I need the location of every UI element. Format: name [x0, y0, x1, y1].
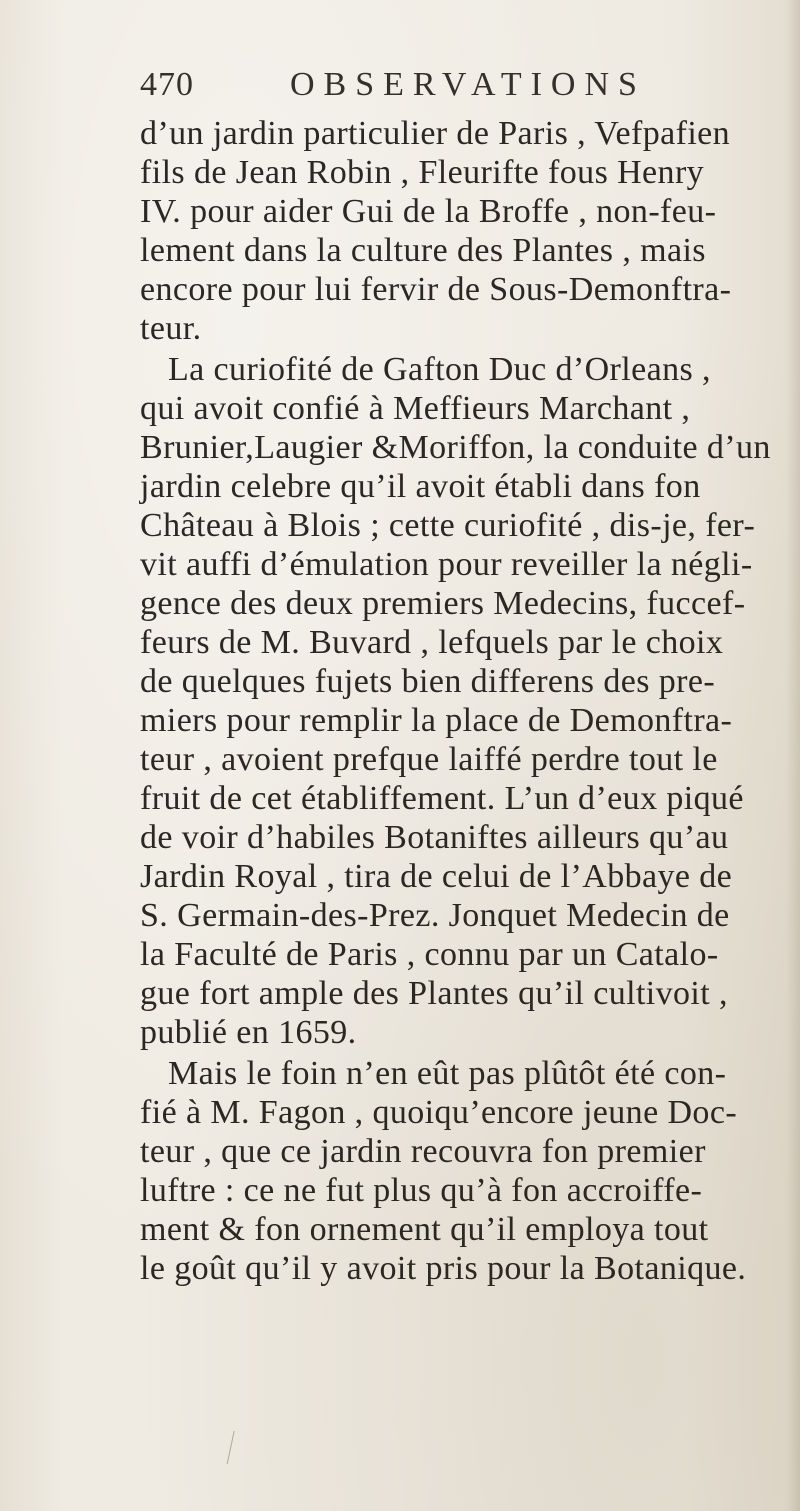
- pencil-mark: [227, 1431, 249, 1467]
- text-line: luftre : ce ne fut plus qu’à fon accroiffe-: [140, 1172, 703, 1209]
- text-line: vit auffi d’émulation pour reveiller la négli-: [140, 546, 753, 583]
- page-number: 470: [140, 66, 194, 103]
- text-line: lement dans la culture des Plantes , mais: [140, 232, 706, 269]
- text-line: qui avoit confié à Meffieurs Marchant ,: [140, 390, 691, 427]
- paragraph-start-line: La curiofité de Gafton Duc d’Orleans ,: [168, 351, 711, 388]
- page-header: [140, 66, 700, 110]
- text-line: jardin celebre qu’il avoit établi dans fon: [140, 468, 701, 505]
- paragraph-start-line: Mais le foin n’en eût pas plûtôt été con-: [168, 1055, 727, 1092]
- text-line: S. Germain-des-Prez. Jonquet Medecin de: [140, 897, 730, 934]
- text-line: Jardin Royal , tira de celui de l’Abbaye de: [140, 858, 733, 895]
- text-line: la Faculté de Paris , connu par un Catalo-: [140, 936, 719, 973]
- text-line: ment & fon ornement qu’il employa tout: [140, 1211, 709, 1248]
- text-line: fruit de cet établiffement. L’un d’eux piqué: [140, 780, 744, 817]
- text-line: Brunier,Laugier &Moriffon, la conduite d’un: [140, 429, 771, 466]
- text-line: le goût qu’il y avoit pris pour la Botanique.: [140, 1250, 747, 1287]
- text-line: de voir d’habiles Botaniftes ailleurs qu’au: [140, 819, 729, 856]
- text-line: fié à M. Fagon , quoiqu’encore jeune Doc-: [140, 1094, 738, 1131]
- text-line: IV. pour aider Gui de la Broffe , non-feu-: [140, 193, 717, 230]
- text-line: teur , avoient prefque laiffé perdre tout le: [140, 741, 718, 778]
- text-line: teur , que ce jardin recouvra fon premier: [140, 1133, 706, 1170]
- text-line: Château à Blois ; cette curiofité , dis-je, fer-: [140, 507, 756, 544]
- text-line: de quelques fujets bien differens des pre-: [140, 663, 716, 700]
- text-line: feurs de M. Buvard , lefquels par le choix: [140, 624, 724, 661]
- text-line: fils de Jean Robin , Fleurifte fous Henry: [140, 154, 705, 191]
- text-line: gue fort ample des Plantes qu’il cultivoit ,: [140, 975, 728, 1012]
- text-line: d’un jardin particulier de Paris , Vefpafien: [140, 115, 731, 152]
- text-line: miers pour remplir la place de Demonftra-: [140, 702, 733, 739]
- text-line: teur.: [140, 310, 202, 347]
- text-line: encore pour lui fervir de Sous-Demonftra-: [140, 271, 732, 308]
- page-edge-shadow: [786, 0, 800, 1511]
- running-head: OBSERVATIONS: [290, 66, 646, 103]
- text-line: publié en 1659.: [140, 1014, 357, 1051]
- text-line: gence des deux premiers Medecins, fuccef-: [140, 585, 746, 622]
